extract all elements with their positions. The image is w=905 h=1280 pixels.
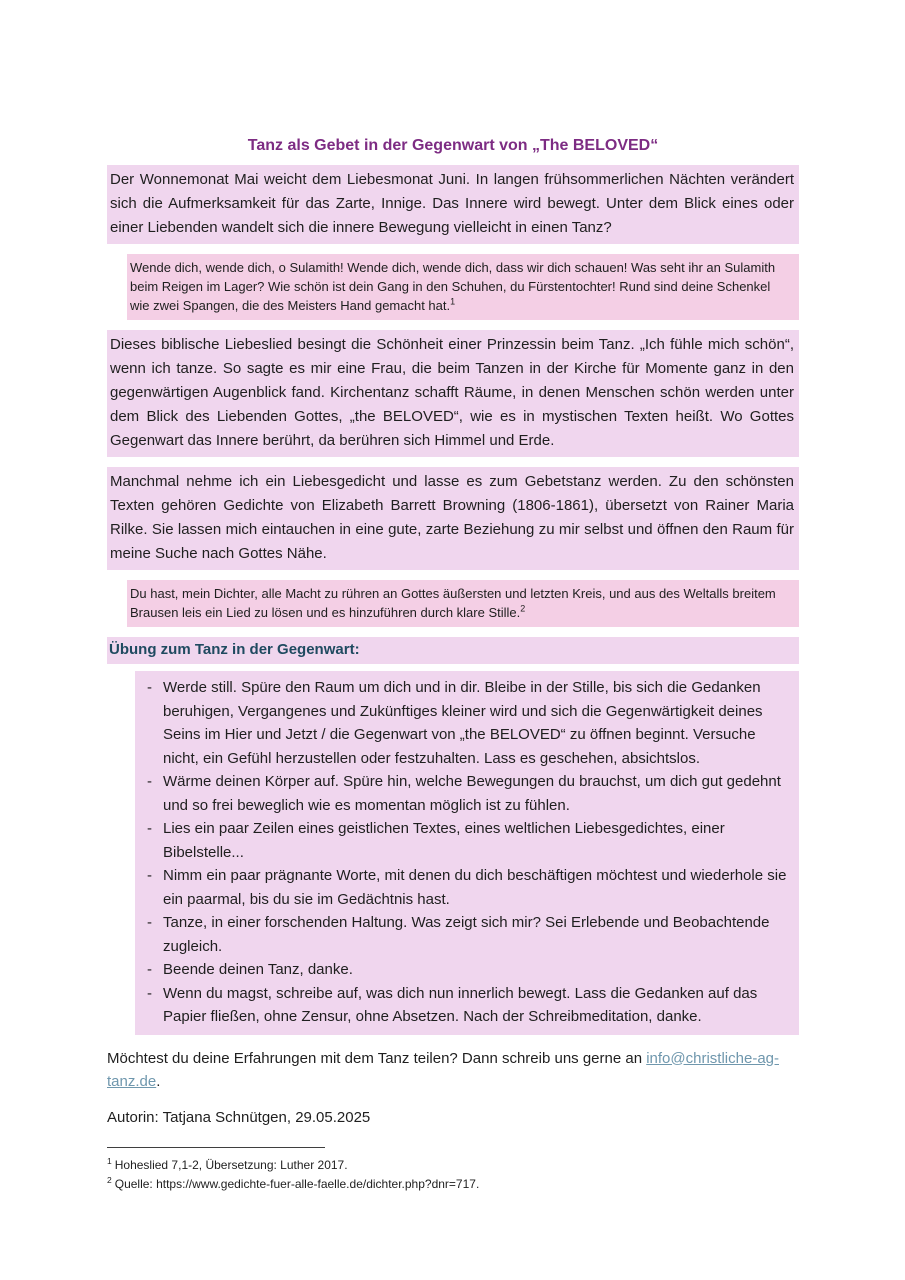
list-dash: - [147, 679, 152, 696]
footnote-separator [107, 1147, 325, 1148]
footnote [107, 1156, 799, 1175]
document-title: Tanz als Gebet in der Gegenwart von „The BELOVED“ [247, 137, 659, 154]
footnote-area [107, 1147, 799, 1194]
list-item [147, 770, 793, 817]
list-item-text: Werde still. Spüre den Raum um dich und in dir. Bleibe in der Stille, bis sich die Gedanken beruhigen, Vergangenes und Zukünftiges kleiner wird und sich die Gegenwärtigkeit deines Seins im Hier und Jetzt / die Gegenwart von „the BELOVED“ zu öffnen beginnt. Versuche nicht, ein Gefühl herzustellen oder festzuhalten. Lass es geschehen, absichtslos. [163, 679, 763, 767]
list-dash: - [147, 773, 152, 790]
list-dash: - [147, 867, 152, 884]
list-item [147, 864, 793, 911]
footnote-marker: 2 [107, 1174, 112, 1185]
list-item [147, 911, 793, 958]
footnote-ref-1: 1 [450, 296, 456, 307]
list-item-text: Tanze, in einer forschenden Haltung. Was zeigt sich mir? Sei Erlebende und Beobachtende zugleich. [163, 914, 770, 955]
list-dash: - [147, 961, 152, 978]
footnote-text: Quelle: https://www.gedichte-fuer-alle-faelle.de/dichter.php?dnr=717. [114, 1176, 480, 1191]
list-dash: - [147, 820, 152, 837]
section-heading: Übung zum Tanz in der Gegenwart: [107, 637, 799, 664]
list-item [147, 676, 793, 770]
page-content [107, 136, 799, 1194]
list-item-text: Nimm ein paar prägnante Worte, mit denen du dich beschäftigen möchtest und wiederhole sie ein paarmal, bis du sie im Gedächtnis hast. [163, 867, 787, 908]
list-item-text: Wärme deinen Körper auf. Spüre hin, welche Bewegungen du brauchst, um dich gut gedehnt und so frei beweglich wie es momentan möglich ist zu fühlen. [163, 773, 781, 814]
closing-text: Möchtest du deine Erfahrungen mit dem Tanz teilen? Dann schreib uns gerne an [107, 1049, 647, 1067]
footnote-ref-2: 2 [520, 603, 526, 614]
footnote [107, 1175, 799, 1194]
list-item-text: Wenn du magst, schreibe auf, was dich nun innerlich bewegt. Lass die Gedanken auf das Papier fließen, ohne Zensur, ohne Absetzen. Nach der Schreibmeditation, danke. [163, 984, 758, 1025]
closing-paragraph [107, 1047, 799, 1093]
author-line: Autorin: Tatjana Schnütgen, 29.05.2025 [107, 1108, 371, 1126]
quote-text: Du hast, mein Dichter, alle Macht zu rühren an Gottes äußersten und letzten Kreis, und aus des Weltalls breitem Brausen leis ein Lied zu lösen und es hinzuführen durch klare Stille. [130, 586, 776, 620]
paragraph-liebesgedicht: Manchmal nehme ich ein Liebesgedicht und lasse es zum Gebetstanz werden. Zu den schönsten Texten gehören Gedichte von Elizabeth Barrett Browning (1806-1861), übersetzt von Rainer Maria Rilke. Sie lassen mich eintauchen in eine gute, zarte Beziehung zu mir selbst und öffnen den Raum für meine Suche nach Gottes Nähe. [107, 467, 799, 570]
bible-quote [127, 254, 799, 320]
footnote-text: Hoheslied 7,1-2, Übersetzung: Luther 2017. [114, 1157, 348, 1172]
footnote-marker: 1 [107, 1155, 112, 1166]
closing-period: . [156, 1072, 161, 1090]
list-item-text: Lies ein paar Zeilen eines geistlichen Textes, eines weltlichen Liebesgedichtes, einer Bibelstelle... [163, 820, 725, 861]
quote-text: Wende dich, wende dich, o Sulamith! Wende dich, wende dich, dass wir dich schauen! Was seht ihr an Sulamith beim Reigen im Lager? Wie schön ist dein Gang in den Schuhen, du Fürstentochter! Rund sind deine Schenkel wie zwei Spangen, die des Meisters Hand gemacht hat. [130, 260, 776, 313]
exercise-list [135, 671, 799, 1035]
list-item [147, 958, 793, 982]
list-item-text: Beende deinen Tanz, danke. [163, 961, 353, 978]
paragraph-kirchentanz: Dieses biblische Liebeslied besingt die Schönheit einer Prinzessin beim Tanz. „Ich fühle mich schön“, wenn ich tanze. So sagte es mir eine Frau, die beim Tanzen in der Kirche für Momente ganz in den gegenwärtigen Augenblick fand. Kirchentanz schafft Räume, in denen Menschen schön werden unter dem Blick des Liebenden Gottes, „the BELOVED“, wie es in mystischen Texten heißt. Wo Gottes Gegenwart das Innere berührt, da berühren sich Himmel und Erde. [107, 330, 799, 457]
list-dash: - [147, 984, 152, 1002]
rilke-quote [127, 580, 799, 627]
intro-paragraph: Der Wonnemonat Mai weicht dem Liebesmonat Juni. In langen frühsommerlichen Nächten verändert sich die Aufmerksamkeit für das Zarte, Innige. Das Innere wird bewegt. Unter dem Blick eines oder einer Liebenden wandelt sich die innere Bewegung vielleicht in einen Tanz? [107, 165, 799, 244]
list-dash: - [147, 914, 152, 931]
email-link[interactable]: info@christliche-ag-tanz.de [107, 1049, 779, 1090]
list-item [147, 982, 793, 1029]
list-item [147, 817, 793, 864]
